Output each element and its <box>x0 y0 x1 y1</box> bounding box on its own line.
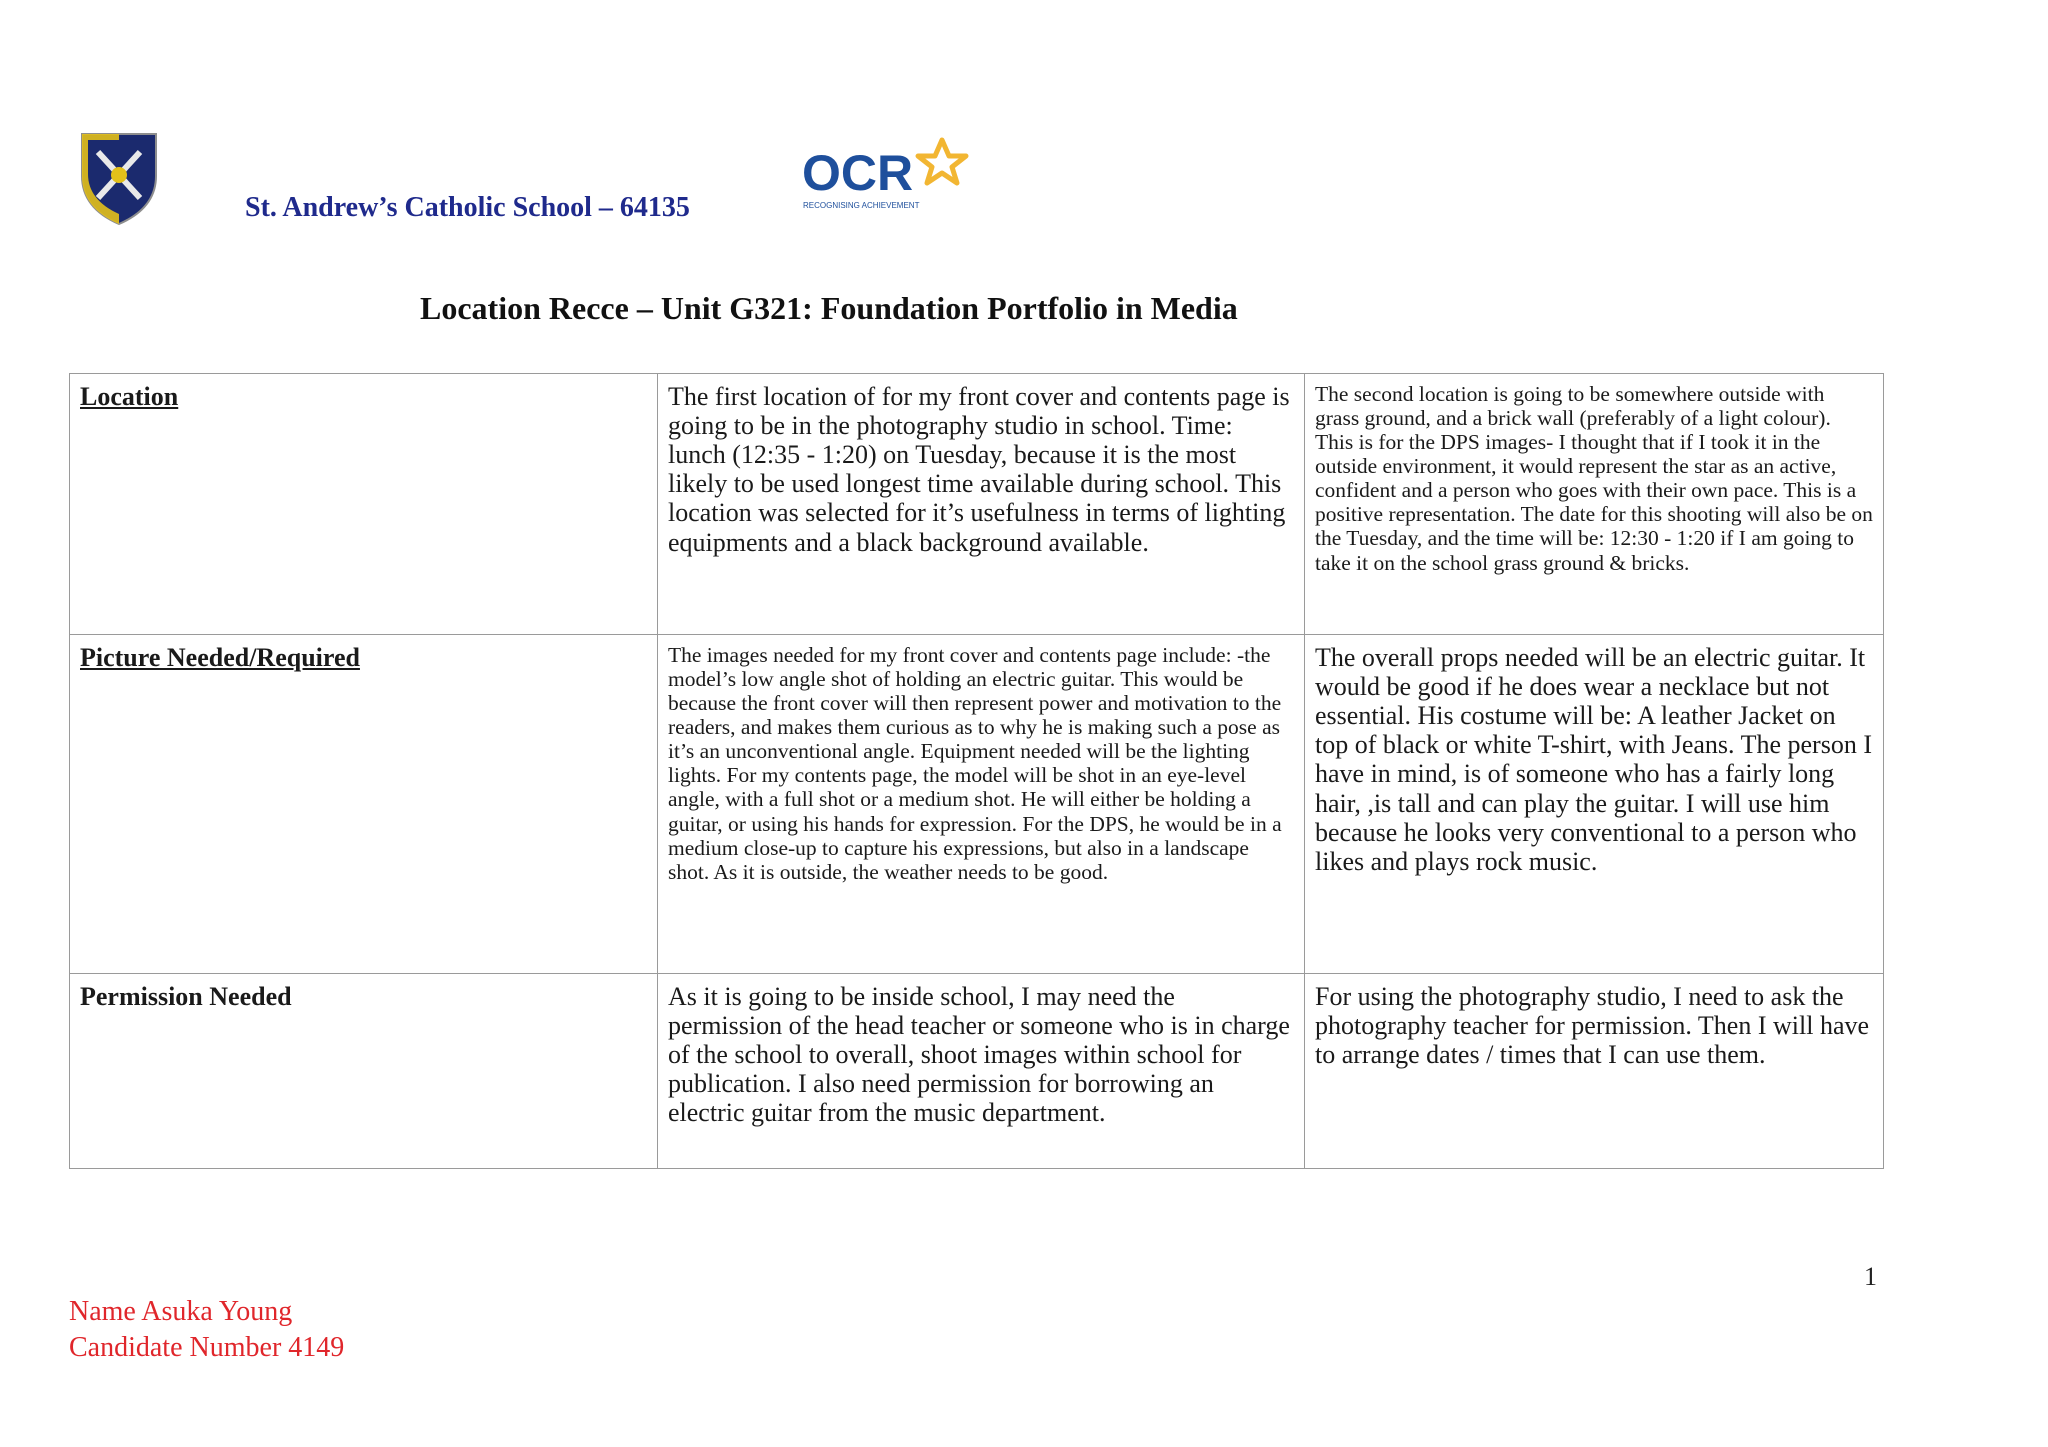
row-label-cell <box>70 635 658 974</box>
table-row-permission-needed <box>70 974 1884 1169</box>
ocr-tagline: RECOGNISING ACHIEVEMENT <box>803 201 920 210</box>
row-label-location: Location <box>80 382 179 411</box>
permission-studio-cell: For using the photography studio, I need to ask the photography teacher for permission. Then I will have to arrange dates / times that I can use them. <box>1305 974 1884 1169</box>
ocr-logo <box>800 136 970 216</box>
candidate-number: Candidate Number 4149 <box>69 1332 345 1364</box>
row-label-cell <box>70 374 658 635</box>
permission-school-cell: As it is going to be inside school, I may need the permission of the head teacher or someone who is in charge of the school to overall, shoot images within school for publication. I also need permission for borrowing an electric guitar from the music department. <box>658 974 1305 1169</box>
props-needed-cell: The overall props needed will be an electric guitar. It would be good if he does wear a necklace but not essential. His costume will be: A leather Jacket on top of black or white T-shirt, with Jeans. The person I have in mind, is of someone who has a fairly long hair, ,is tall and can play the guitar. I will use him because he looks very conventional to a person who likes and plays rock music. <box>1305 635 1884 974</box>
location-first-cell: The first location of for my front cover and contents page is going to be in the photography studio in school. Time: lunch (12:35 - 1:20) on Tuesday, because it is the most likely to be used longest time available during school. This location was selected for it’s usefulness in terms of lighting equipments and a black background available. <box>658 374 1305 635</box>
candidate-footer <box>69 1294 344 1367</box>
row-label-permission-needed: Permission Needed <box>80 982 292 1011</box>
location-second-cell: The second location is going to be somewhere outside with grass ground, and a brick wall (preferably of a light colour). This is for the DPS images- I thought that if I took it in the outside environment, it would represent the star as an active, confident and a person who goes with their own pace. This is a positive representation. The date for this shooting will also be on the Tuesday, and the time will be: 12:30 - 1:20 if I am going to take it on the school grass ground & bricks. <box>1305 374 1884 635</box>
school-name: St. Andrew’s Catholic School – 64135 <box>245 192 690 223</box>
page-number: 1 <box>1864 1262 1877 1291</box>
table-row-location <box>70 374 1884 635</box>
table-row-picture-needed <box>70 635 1884 974</box>
candidate-name: Name Asuka Young <box>69 1296 293 1327</box>
picture-needed-cell: The images needed for my front cover and contents page include: -the model’s low angle shot of holding an electric guitar. This would be because the front cover will then represent power and motivation to the readers, and makes them curious as to why he is making such a pose as it’s an unconventional angle. Equipment needed will be the lighting lights. For my contents page, the model will be shot in an eye-level angle, with a full shot or a medium shot. He will either be holding a guitar, or using his hands for expression. For the DPS, he would be in a medium close-up to capture his expressions, but also in a landscape shot. As it is outside, the weather needs to be good. <box>658 635 1305 974</box>
ocr-logo-text: OCR <box>802 145 914 201</box>
row-label-cell <box>70 974 658 1169</box>
location-recce-table <box>69 373 1884 1169</box>
document-title: Location Recce – Unit G321: Foundation Portfolio in Media <box>420 290 1238 326</box>
school-crest-logo <box>74 128 164 228</box>
row-label-picture-needed: Picture Needed/Required <box>80 643 360 672</box>
